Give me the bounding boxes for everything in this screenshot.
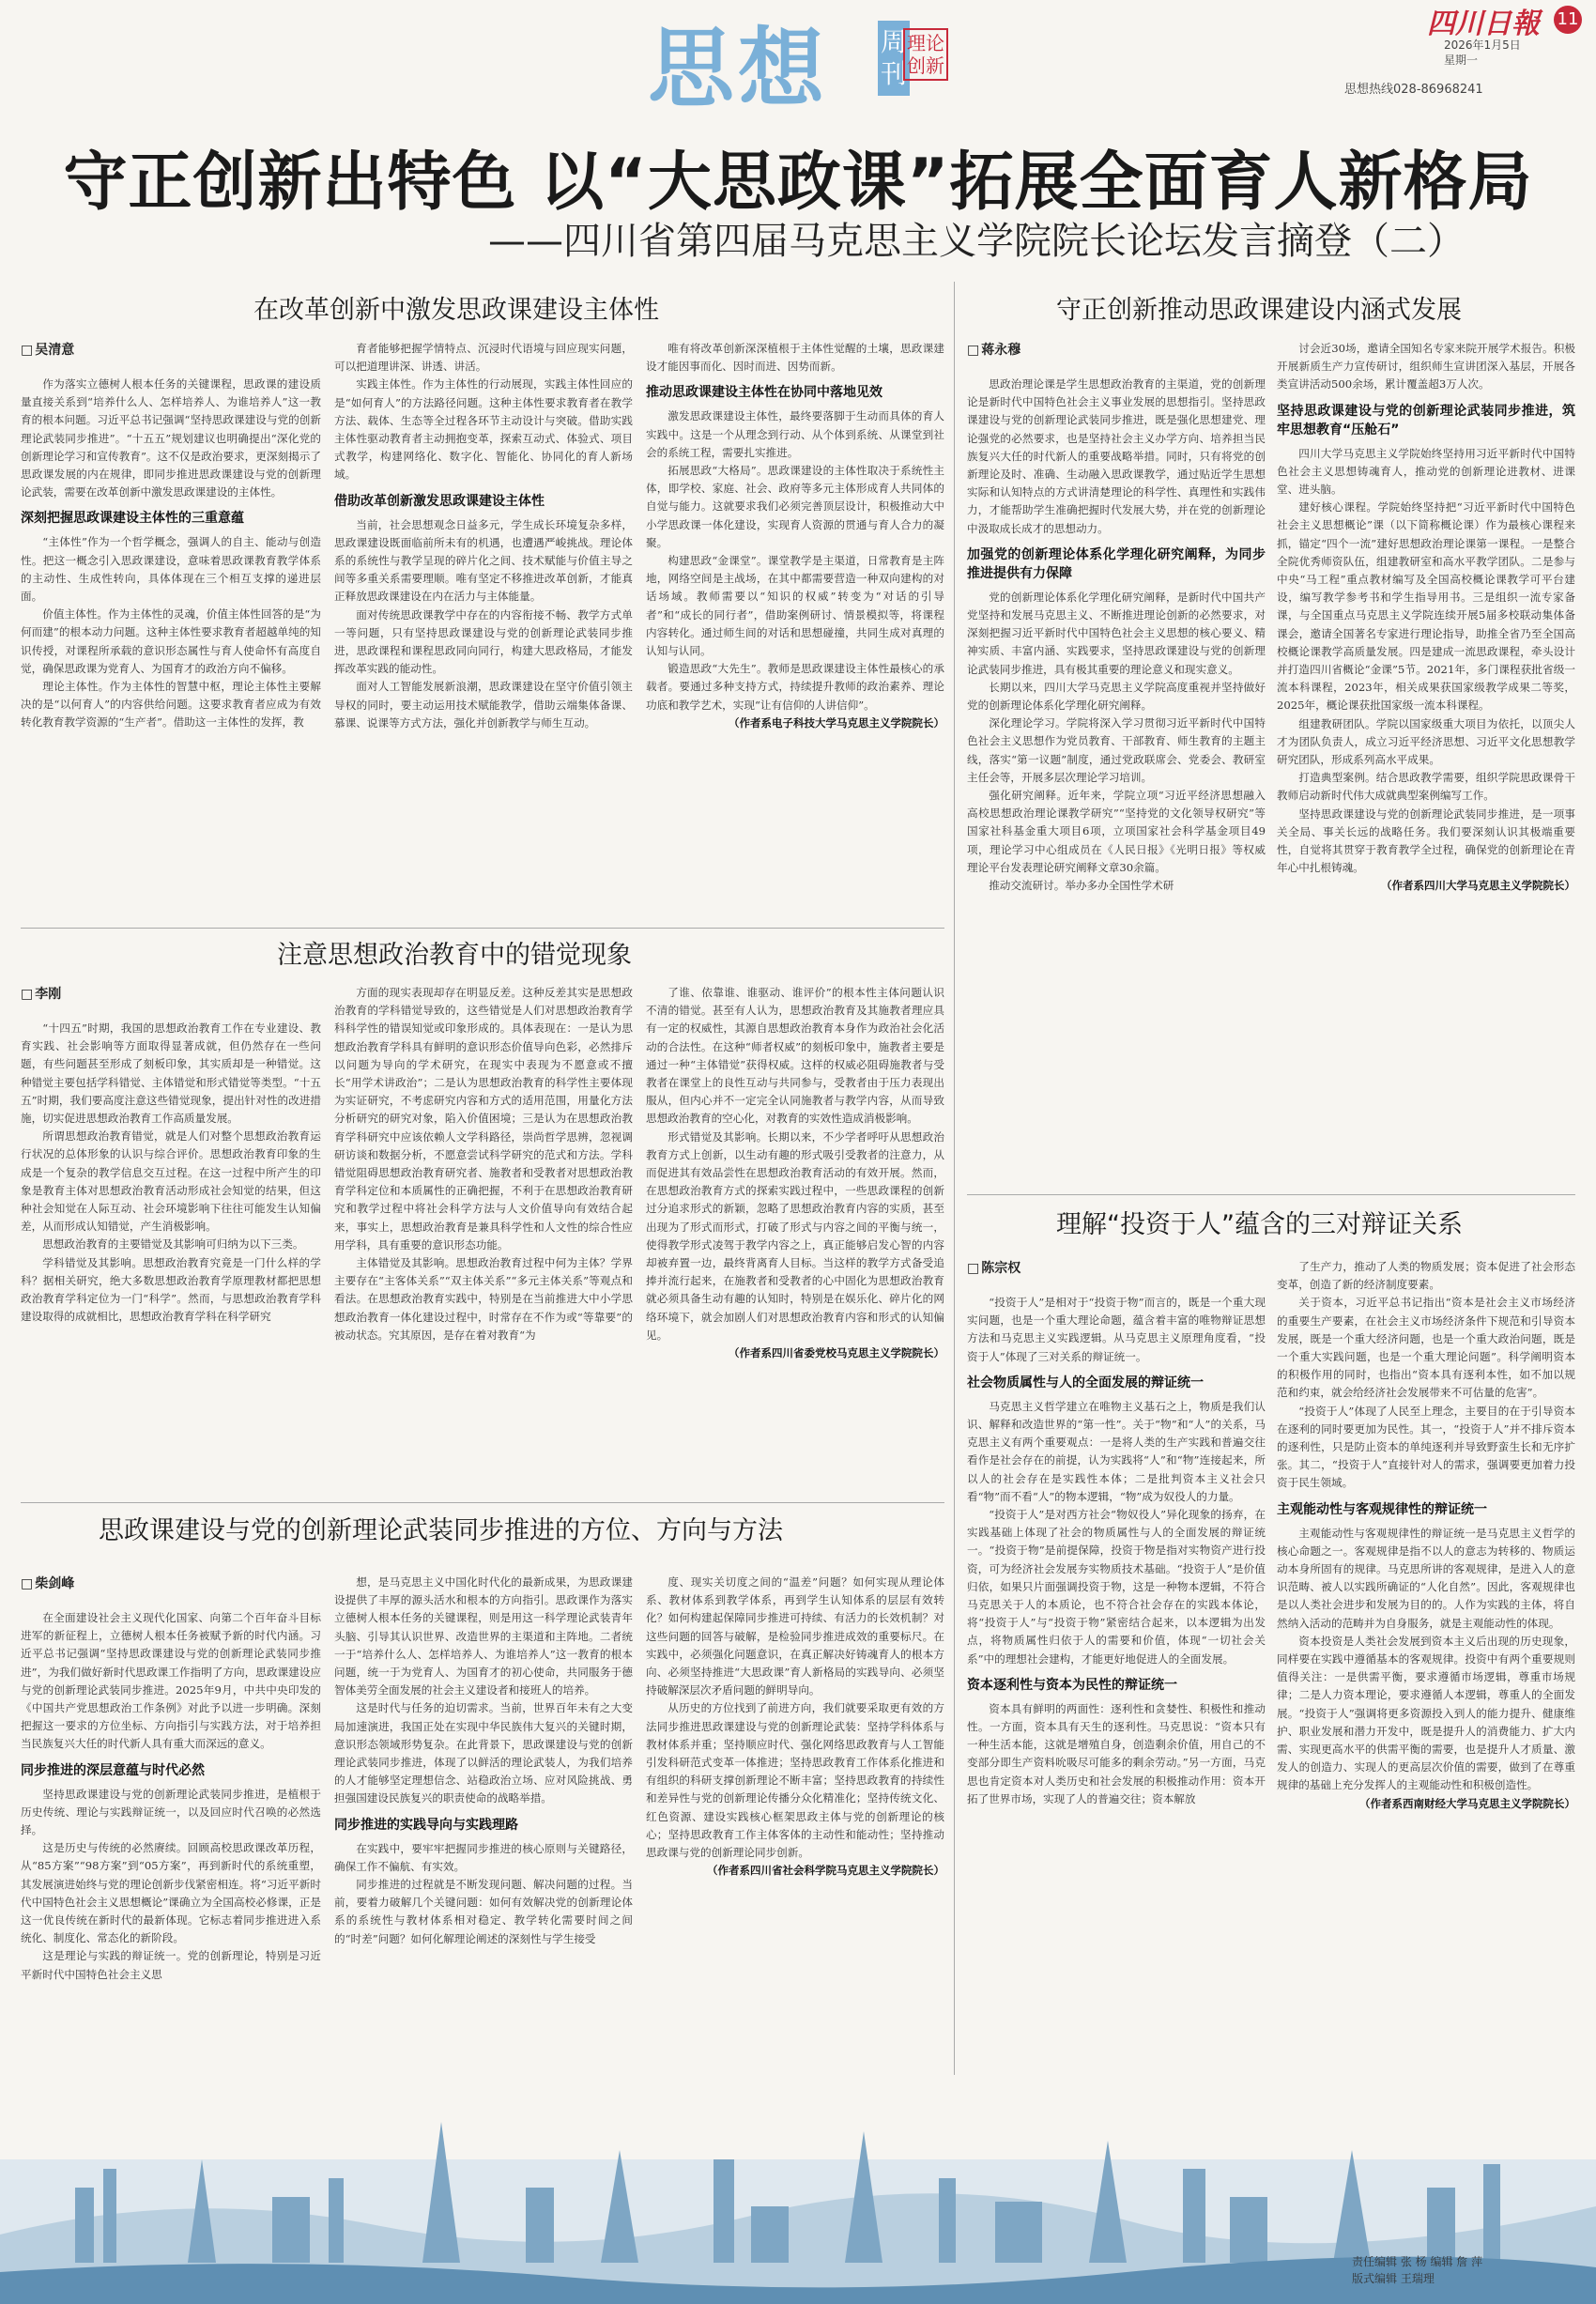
article-2-col-2: 方面的现实表现却存在明显反差。这种反差其实是思想政治教育的学科错觉导致的，这些错觉是人们对思想政治教育学科科学性的错误知觉或印象形成的。具体表现在：一是认为思想政治教育学科具有鲜明的意识形态价值导向色彩，必然排斥以问题为导向的学术研究，在现实中表现为不愿意或不擅长“用学术讲政治”；二是认为思想政治教育的科学性主要体现为实证研究，不考虑研究内容和方式的适用范围，用量化方法分析研究的研究对象，陷入价值困境；三是认为在思想政治教育学科研究中应该依赖人文学科路径，崇尚哲学思辨，忽视调研访谈和数据分析，不愿意尝试科学研究的范式和方法。学科错觉阻碍思想政治教育研究者、施教者和受教者对思想政治教育学科定位和本质属性的正确把握，不利于在思想政治教育研究和教学过程中将社会科学方法与人文价值导向有效结合起来，事实上，思想政治教育是兼具科学性和人文性的综合性应用学科，具有重要的意识形态功能。 主体错觉及其影响。思想政治教育过程中何为主体？学界主要存在“主客体关系”“双主体关系”“多元主体关系”等观点和看法。在思想政治教育实践中，特别是在当前推进大中小学思想政治教育一体化建设过程中，时常存在不作为或“等靠要”的被动状态。究其原因，是存在着对教育“为 (334, 986, 633, 1342)
issue-date: 2026年1月5日 (1444, 38, 1521, 52)
article-5-col-2: 了生产力，推动了人类的物质发展；资本促进了社会形态变革，创造了新的经济制度要素。 关于资本，习近平总书记指出“资本是社会主义市场经济的重要生产要素，在社会主义市场经济条件下规范和引导资本发展，既是一个重大经济问题，也是一个重大政治问题，既是一个重大实践问题，也是一个重大理论问题”。科学阐明资本的积极作用的同时，也指出“资本具有逐利本性，如不加以规范和约束，就会给经济社会发展带来不可估量的危害”。 “投资于人”体现了人民至上理念，主要目的在于引导资本在逐利的同时要更加为民性。其一，“投资于人”并不排斥资本的逐利性，只是防止资本的单纯逐利并导致野蛮生长和无序扩张。其二，“投资于人”直接针对人的需求，强调要更加着力投资于民生领域。 主观能动性与客观规律性的辩证统一 主观能动性与客观规律性的辩证统一是马克思主义哲学的核心命题之一。客观规律是指不以人的意志为转移的、物质运动本身所固有的规律。马克思所讲的客观规律，是进入人的意识范畴、被人以实践所确证的“人化自然”。因此，客观规律也是以人类社会进步和发展为目的的。人作为实践的主体，将自然纳入活动的范畴并为自身服务，就是主观能动性的体现。 资本投资是人类社会发展到资本主义后出现的历史现象，同样要在实践中遵循基本的客观规律。投资中有两个重要规则值得关注：一是供需平衡，要求遵循市场逻辑，尊重市场规律；二是人力资本理论，要求遵循人本逻辑，尊重人的全面发展。“投资于人”强调将更多资源投入到人的能力提升、健康维护、职业发展和潜力开发中，既是提升人的消费能力、扩大内需、实现更高水平的供需平衡的需要，也是提升人才质量、激发人的创造力、实现人的更高层次价值的需要，做到了在尊重规律的基础上充分发挥人的主观能动性和积极创造性。 （作者系西南财经大学马克思主义学院院长） (1277, 1260, 1575, 1810)
article-4-col-1: 思政治理论课是学生思想政治教育的主渠道，党的创新理论是新时代中国特色社会主义事业发展的思想指引。坚持思政课建设与党的创新理论武装同步推进，既是强化思想建党、理论强党的必然要求，也是坚持社会主义办学方向、培养担当民族复兴大任的时代新人的重要战略举措。同时，只有将党的创新理论及时、准确、生动融入思政课教学，通过贴近学生思想实际和认知特点的方式讲清楚理论的科学性、真理性和实践伟力，才能帮助学生准确把握时代发展大势，并在党的创新理论中汲取成长成才的思想动力。 加强党的创新理论体系化学理化研究阐释，为同步推进提供有力保障 党的创新理论体系化学理化研究阐释，是新时代中国共产党坚持和发展马克思主义、不断推进理论创新的必然要求，对深刻把握习近平新时代中国特色社会主义思想的核心要义、精神实质、丰富内涵、实践要求，坚持思政课建设与党的创新理论武装同步推进，具有极其重要的理论意义和现实意义。 长期以来，四川大学马克思主义学院高度重视并坚持做好党的创新理论体系化学理化研究阐释。 深化理论学习。学院将深入学习贯彻习近平新时代中国特色社会主义思想作为党员教育、干部教育、师生教育的主题主线，落实“第一议题”制度，通过党政联席会、党委会、教研室主任会等，开展多层次理论学习培训。 强化研究阐释。近年来，学院立项“习近平经济思想融入高校思想政治理论课教学研究”“坚持党的文化领导权研究”等国家社科基金重大项目6项，立项国家社会科学基金项目49项，理论学习中心组成员在《人民日报》《光明日报》等权威理论平台发表理论研究阐释文章30余篇。 推动交流研讨。举办多办全国性学术研 (967, 377, 1266, 893)
editor-credits (1352, 2253, 1482, 2287)
article-2-author: □ 李刚 (21, 984, 61, 1003)
article-5-col-1: “投资于人”是相对于“投资于物”而言的，既是一个重大现实问题，也是一个重大理论命题，蕴含着丰富的唯物辩证思想方法和马克思主义实践逻辑。从马克思主义原理角度看，“投资于人”体现了三对关系的辩证统一。 社会物质属性与人的全面发展的辩证统一 马克思主义哲学建立在唯物主义基石之上，物质是我们认识、解释和改造世界的“第一性”。关于“物”和“人”的关系，马克思主义有两个重要观点：一是将人类的生产实践和普遍交往看作是社会存在的前提，认为实践将“人”和“物”连接起来，所以人的社会存在是实践性本体；二是批判资本主义社会只看“物”而不看“人”的物本逻辑，“物”成为奴役人的力量。 “投资于人”是对西方社会“物奴役人”异化现象的扬弃，在实践基础上体现了社会的物质属性与人的全面发展的辩证统一。“投资于物”是前提保障，投资于物是指对实物资产进行投资，可为经济社会发展夯实物质技术基础。“投资于人”是价值归依，如果只片面强调投资于物，这是一种物本逻辑，不符合马克思关于人的本质论，也不符合社会存在的实践本体论，将“投资于人”与“投资于物”紧密结合起来，以本逻辑为出发点，将物质属性归依于人的需要和价值，体现“一切社会关系”中的理想社会建构，才能更好地促进人的全面发展。 资本逐利性与资本为民性的辩证统一 资本具有鲜明的两面性：逐利性和贪婪性、积极性和推动性。一方面，资本具有天生的逐利性。马克思说：“资本只有一种生活本能，这就是增殖自身，创造剩余价值，用自己的不变部分即生产资料吮吸尽可能多的剩余劳动。”另一方面，马克思也肯定资本对人类历史和社会发展的积极推动作用：资本开拓了世界市场，实现了人的普遍交往；资本解放 (967, 1296, 1266, 1805)
article-5-author: □ 陈宗权 (967, 1258, 1021, 1277)
divider (967, 1194, 1575, 1195)
divider (21, 928, 944, 929)
page-number-badge: 11 (1554, 6, 1582, 34)
article-1-col-2: 育者能够把握学情特点、沉浸时代语境与回应现实问题，可以把道理讲深、讲透、讲活。 实践主体性。作为主体性的行动展现，实践主体性回应的是“如何育人”的方法路径问题。这种主体性要求教育者在教学方法、载体、生态等全过程各环节主动设计与突破。借助实践主体性驱动教育者主动拥抱变革，探索互动式、体验式、项目式教学，构建网络化、数字化、智能化、协同化的育人新场域。 借助改革创新激发思政课建设主体性 当前，社会思想观念日益多元，学生成长环境复杂多样，思政课建设既面临前所未有的机遇，也遭遇严峻挑战。理论体系的系统性与教学呈现的碎片化之间、技术赋能与价值主导之间等多重关系需要理顺。唯有坚定不移推进改革创新，才能真正释放思政课建设在内在活力与主体能量。 面对传统思政课教学中存在的内容衔接不畅、教学方式单一等问题，只有坚持思政课建设与党的创新理论武装同步推进，思政课程和课程思政同向同行，构建大思政格局，才能发挥改革实践的能动性。 面对人工智能发展新浪潮，思政课建设在坚守价值引领主导权的同时，要主动运用技术赋能教学，借助云端集体备课、慕课、说课等方式方法，强化并创新教学与师生互动。 (334, 342, 633, 730)
weekly-label: 周刊 (878, 21, 910, 96)
issue-weekday: 星期一 (1444, 54, 1479, 67)
article-4-title: 守正创新推动思政课建设内涵式发展 (1056, 296, 1462, 325)
article-1-title: 在改革创新中激发思政课建设主体性 (253, 296, 659, 325)
credit-line: 版式编辑 王瑞理 (1352, 2272, 1435, 2285)
column-divider (954, 282, 955, 2075)
article-3-title: 思政课建设与党的创新理论武装同步推进的方位、方向与方法 (99, 1516, 783, 1545)
hotline: 思想热线028-86968241 (1344, 83, 1483, 97)
section-tag: 理论创新 (903, 28, 948, 81)
article-1-col-1: 作为落实立德树人根本任务的关键课程，思政课的建设质量直接关系到“培养什么人、怎样培养人、为谁培养人”这一教育的根本问题。习近平总书记强调“坚持思政课建设与党的创新理论武装同步推进”。“十五五”规划建议也明确提出“深化党的创新理论学习和宣传教育”。这不仅是政治要求，更深刻揭示了思政课发展的内在规律，即同步推进思政课建设与党的创新理论武装，需要在改革创新中激发思政课建设的主体性。 深刻把握思政课建设主体性的三重意蕴 “主体性”作为一个哲学概念，强调人的自主、能动与创造性。把这一概念引入思政课建设，意味着思政课教育教学体系的主动性、生成性转向，具体体现在三个相互支撑的递进层面。 价值主体性。作为主体性的灵魂，价值主体性回答的是“为何而建”的根本动力问题。这种主体性要求教育者超越单纯的知识传授，对课程所承载的意识形态属性与育人使命怀有高度自觉，确保思政课为党育人、为国育才的政治方向不偏移。 理论主体性。作为主体性的智慧中枢，理论主体性主要解决的是“以何育人”的内容供给问题。这要求教育者应成为有效转化教育教学资源的“生产者”。借助这一主体性的发挥，教 (21, 377, 321, 730)
article-4-col-2: 讨会近30场，邀请全国知名专家来院开展学术报告。积极开展新质生产力宣传研讨，组织师生宣讲团深入基层，开展各类宣讲活动500余场，累计覆盖超3万人次。 坚持思政课建设与党的创新理论武装同步推进，筑牢思想教育“压舱石” 四川大学马克思主义学院始终坚持用习近平新时代中国特色社会主义思想铸魂育人，推动党的创新理论进教材、进课堂、进头脑。 建好核心课程。学院始终坚持把“习近平新时代中国特色社会主义思想概论”课（以下简称概论课）作为最核心课程来抓，锚定“四个一流”建好思想政治理论课第一课程。一是整合全院优秀师资队伍，组建教研室和高水平教学团队。二是参与中央“马工程”重点教材编写及全国高校概论课教学可平台建设，编写教学参考书和学生指导用书。三是组织一流专家备课，与全国重点马克思主义学院连续开展5届多校联动集体备课会，邀请全国著名专家进行理论指导，助推全省乃至全国高校概论课教学高质量发展。四是建成一流思政课程，牵头设计并打造四川省概论“金课”5节。2021年，多门课程获批省级一流本科课程，2023年，相关成果获国家级教学成果二等奖，2025年，概论课获批国家级一流本科课程。 组建教研团队。学院以国家级重大项目为依托，以顶尖人才为团队负责人，成立习近平经济思想、习近平文化思想教学研究团队，形成系列高水平成果。 打造典型案例。结合思政教学需要，组织学院思政课骨干教师启动新时代伟大成就典型案例编写工作。 坚持思政课建设与党的创新理论武装同步推进，是一项事关全局、事关长远的战略任务。我们要深刻认识其极端重要性，自觉将其贯穿于教育教学全过程，确保党的创新理论在青年心中扎根铸魂。 （作者系四川大学马克思主义学院院长） (1277, 342, 1575, 893)
article-3-author: □ 柴剑峰 (21, 1574, 74, 1592)
article-3-col-2: 想，是马克思主义中国化时代化的最新成果，为思政课建设提供了丰厚的源头活水和根本的方向指引。思政课作为落实立德树人根本任务的关键课程，则是用这一科学理论武装青年头脑、引导其认识世界、改造世界的主渠道和主阵地。二者统一于“培养什么人、怎样培养人、为谁培养人”这一教育的根本问题，统一于为党育人、为国育才的初心使命，共同服务于德智体美劳全面发展的社会主义建设者和接班人的培养。 这是时代与任务的迫切需求。当前，世界百年未有之大变局加速演进，我国正处在实现中华民族伟大复兴的关键时期，意识形态领域形势复杂。在此背景下，思政课建设与党的创新理论武装同步推进，体现了以鲜活的理论武装人，为我们培养的人才能够坚定理想信念、站稳政治立场、应对风险挑战、勇担强国建设民族复兴的职责使命的战略举措。 同步推进的实践导向与实践理路 在实践中，要牢牢把握同步推进的核心原则与关键路径，确保工作不偏航、有实效。 同步推进的过程就是不断发现问题、解决问题的过程。当前，要着力破解几个关键问题：如何有效解决党的创新理论体系的系统性与教材体系相对稳定、教学转化需要时间之间的“时差”问题？如何化解理论阐述的深刻性与学生接受 (334, 1575, 633, 1945)
sub-headline: ——四川省第四届马克思主义学院院长论坛发言摘登（二） (488, 220, 1465, 263)
article-5-title: 理解“投资于人”蕴含的三对辩证关系 (1056, 1210, 1463, 1239)
article-4-author: □ 蒋永穆 (967, 340, 1021, 359)
main-headline: 守正创新出特色 以“大思政课”拓展全面育人新格局 (63, 146, 1533, 220)
article-1-author: □ 吴清意 (21, 340, 74, 359)
article-3-col-3: 度、现实关切度之间的“温差”问题？如何实现从理论体系、教材体系到教学体系，再到学生认知体系的层层有效转化？如何构建起保障同步推进可持续、有活力的长效机制？对这些问题的回答与破解，是检验同步推进成效的重要标尺。在实践中，必须强化问题意识，在真正解决好铸魂育人的根本方向、必须坚持推进“大思政课”育人新格局的实践导向、必须坚持破解深层次矛盾问题的鲜明导向。 从历史的方位找到了前进方向，我们就要采取更有效的方法同步推进思政课建设与党的创新理论武装：坚持学科体系与教材体系并重；坚持顺应时代、强化网络思政教育与人工智能引发科研范式变革一体推进；坚持思政教育工作体系化推进和有组织的科研支撑创新理论不断丰富；坚持思政教育的持续性和差异性与党的创新理论传播分众化精准化；坚持传统文化、红色资源、建设实践核心框架思政主体与党的创新理论的核心；坚持思政教育工作主体客体的主动性和能动性；坚持推动思政课与党的创新理论同步创新。 （作者系四川省社会科学院马克思主义学院院长） (646, 1575, 944, 1878)
article-2-col-3: 了谁、依靠谁、谁驱动、谁评价”的根本性主体问题认识不清的错觉。甚至有人认为，思想政治教育及其施教者理应具有一定的权威性，其源自思想政治教育本身作为政治社会化活动的合法性。在这种“师者权威”的刻板印象中，施教者主要是通过一种“主体错觉”获得权威。这样的权威必阻碍施教者与受教者在课堂上的良性互动与共同参与，受教者由于压力表现出服从，但内心并不一定完全认同施教者与教学内容，从而导致思想政治教育的空心化，对教育的实效性造成消极影响。 形式错觉及其影响。长期以来，不少学者呼吁从思想政治教育方式上创新，以生动有趣的形式吸引受教者的注意力，从而促进其有效品尝性在思想政治教育活动的有效开展。然而，在思想政治教育方式的探索实践过程中，一些思政课程的创新过分追求形式的新颖，忽略了思想政治教育内容的实质，甚至出现为了形式而形式，打破了形式与内容之间的平衡与统一，使得教学形式凌驾于教学内容之上，真正能够启发心智的内容却被弃置一边，最终背离育人目标。当这样的教学方式备受追捧并流行起来，在施教者和受教者的心中固化为思想政治教育就必须具备生动有趣的认知时，特别是在娱乐化、碎片化的网络环境下，就会加剧人们对思想政治教育内容和形式的认知偏见。 （作者系四川省委党校马克思主义学院院长） (646, 986, 944, 1360)
article-3-col-1: 在全面建设社会主义现代化国家、向第二个百年奋斗目标进军的新征程上，立德树人根本任务被赋予新的时代内涵。习近平总书记强调“坚持思政课建设与党的创新理论武装同步推进”，为我们做好新时代思政课工作指明了方向，思政课建设应与党的创新理论武装同步推进。2025年9月，中共中央印发的《中国共产党思想政治工作条例》对此予以进一步明确。深刻把握这一要求的方位坐标、方向指引与实践方法，对于培养担当民族复兴大任的时代新人具有重大而深远的意义。 同步推进的深层意蕴与时代必然 坚持思政课建设与党的创新理论武装同步推进，是植根于历史传统、理论与实践辩证统一，以及回应时代召唤的必然选择。 这是历史与传统的必然赓续。回顾高校思政课改革历程，从“85方案”“98方案”到“05方案”，再到新时代的系统重塑，其发展演进始终与党的理论创新步伐紧密相连。将“习近平新时代中国特色社会主义思想概论”课确立为全国高校必修课，正是这一优良传统在新时代的最新体现。它标志着同步推进进入系统化、制度化、常态化的新阶段。 这是理论与实践的辩证统一。党的创新理论，特别是习近平新时代中国特色社会主义思 (21, 1611, 321, 1981)
divider (21, 1502, 944, 1503)
section-masthead: 思想 (648, 19, 829, 119)
article-2-col-1: “十四五”时期，我国的思想政治教育工作在专业建设、教育实践、社会影响等方面取得显著成就，但仍然存在一些问题，有些问题甚至形成了刻板印象，其实质却是一种错觉。这种错觉主要包括学科错觉、主体错觉和形式错觉等类型。“十五五”时期，我们要高度注意这些错觉现象，提出针对性的改进措施，切实促进思想政治教育工作高质量发展。 所谓思想政治教育错觉，就是人们对整个思想政治教育运行状况的总体形象的认识与综合评价。思想政治教育印象的生成是一个复杂的教学信息交互过程。在这一过程中所产生的印象是教育主体对思想政治教育活动形成社会知觉的结果，但这种社会知觉在人际互动、社会环境影响下往往可能发生认知偏差，从而形成认知错觉，产生消极影响。 思想政治教育的主要错觉及其影响可归纳为以下三类。 学科错觉及其影响。思想政治教育究竟是一门什么样的学科？据相关研究，绝大多数思想政治教育学原理教材都把思想政治教育学科定位为一门“科学”。然而，与思想政治教育学科建设取得的成就相比，思想政治教育学科在科学研究 (21, 1021, 321, 1324)
article-2-title: 注意思想政治教育中的错觉现象 (277, 941, 632, 970)
credit-line: 责任编辑 张 杨 编辑 詹 萍 (1352, 2255, 1483, 2268)
paper-logo: 四川日報 (1427, 8, 1540, 40)
article-1-col-3: 唯有将改革创新深深植根于主体性觉醒的土壤，思政课建设才能因事而化、因时而进、因势而新。 推动思政课建设主体性在协同中落地见效 激发思政课建设主体性，最终要落脚于生动而具体的育人实践中。这是一个从理念到行动、从个体到系统、从课堂到社会的系统工程，需要扎实推进。 拓展思政“大格局”。思政课建设的主体性取决于系统性主体，即学校、家庭、社会、政府等多元主体形成育人共同体的自觉与能力。这就要求我们必须完善顶层设计，积极推动大中小学思政课一体化建设，实现育人资源的贯通与育人合力的凝聚。 构建思政“金课堂”。课堂教学是主渠道，日常教育是主阵地，网络空间是主战场，在其中都需要营造一种双向建构的对话场域。教师需要以“知识的权威”转变为“对话的引导者”和“成长的同行者”，借助案例研讨、情景模拟等，将课程内容转化。通过师生间的对话和思想碰撞，共同生成对真理的认知与认同。 锻造思政“大先生”。教师是思政课建设主体性最核心的承载者。要通过多种支持方式，持续提升教师的政治素养、理论功底和教学艺术，实现“让有信仰的人讲信仰”。 （作者系电子科技大学马克思主义学院院长） (646, 342, 944, 730)
dateline (1444, 38, 1521, 68)
